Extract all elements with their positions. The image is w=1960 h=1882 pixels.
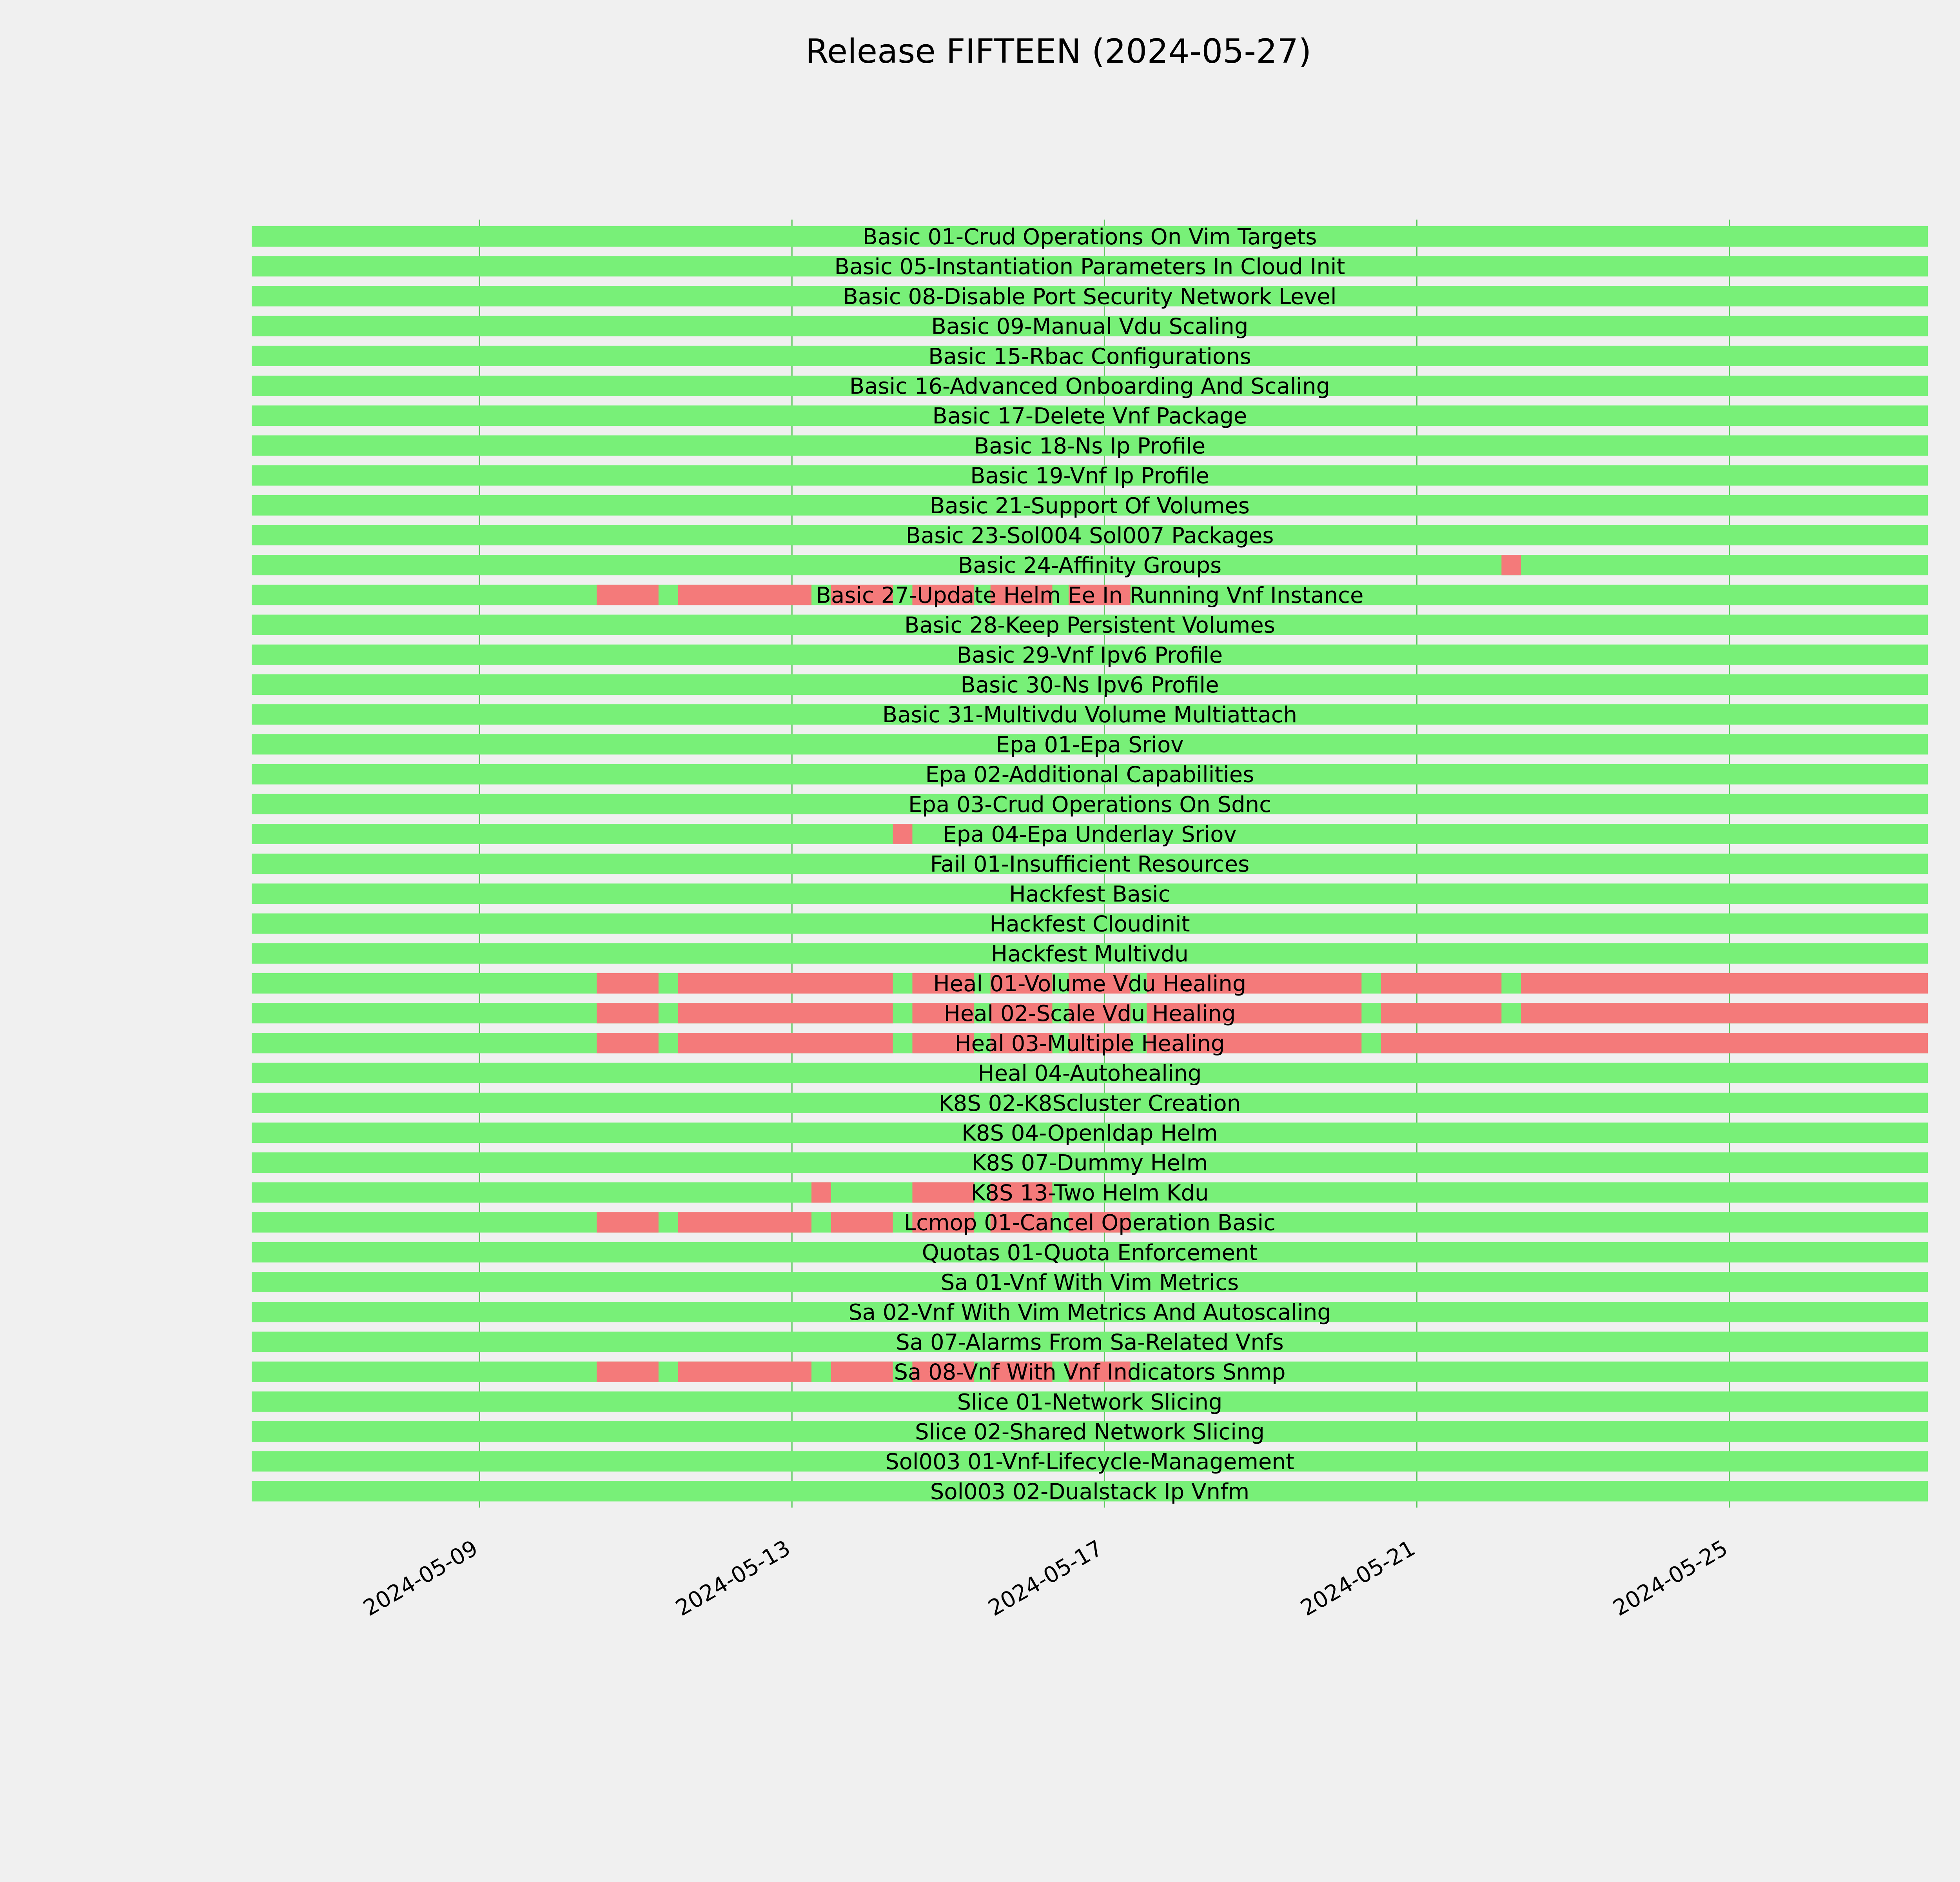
row-label: Slice 02-Shared Network Slicing [915,1419,1265,1445]
x-tick-label: 2024-05-13 [671,1535,795,1621]
row-label: Heal 02-Scale Vdu Healing [944,1001,1236,1027]
row-label: Basic 27-Update Helm Ee In Running Vnf Instance [816,583,1364,609]
chart-title: Release FIFTEEN (2024-05-27) [805,32,1312,71]
fail-segment [831,1212,893,1233]
fail-segment [597,1212,659,1233]
row-label: Hackfest Basic [1009,881,1171,907]
row-label: Basic 21-Support Of Volumes [930,493,1250,519]
x-tick-label: 2024-05-17 [984,1535,1107,1621]
fail-segment [893,824,913,844]
fail-segment [831,1362,893,1382]
row-label: K8S 13-Two Helm Kdu [971,1180,1209,1206]
fail-segment [678,1003,893,1023]
row-label: Heal 04-Autohealing [978,1061,1202,1086]
row-label: Sa 07-Alarms From Sa-Related Vnfs [896,1330,1284,1355]
x-tick-label: 2024-05-21 [1296,1535,1420,1621]
row-label: Basic 08-Disable Port Security Network Level [843,284,1337,310]
row-label: Basic 05-Instantiation Parameters In Cloud Init [834,254,1345,280]
row-label: Sol003 01-Vnf-Lifecycle-Management [885,1449,1294,1475]
row-label: Basic 31-Multivdu Volume Multiattach [882,702,1298,728]
fail-segment [1381,1033,1928,1053]
row-label: Heal 03-Multiple Healing [955,1031,1225,1057]
row-label: Sa 01-Vnf With Vim Metrics [940,1270,1239,1295]
fail-segment [597,1003,659,1023]
row-label: Epa 02-Additional Capabilities [925,762,1254,788]
row-label: Fail 01-Insufficient Resources [930,852,1250,877]
fail-segment [912,1182,974,1203]
fail-segment [811,1182,831,1203]
row-label: Basic 30-Ns Ipv6 Profile [960,672,1219,698]
row-label: Basic 15-Rbac Configurations [928,343,1251,369]
fail-segment [1521,1003,1928,1023]
fail-segment [678,585,811,605]
row-label: Sa 02-Vnf With Vim Metrics And Autoscaling [848,1300,1331,1326]
row-label: Basic 18-Ns Ip Profile [974,433,1206,459]
fail-segment [1501,555,1521,575]
row-label: Slice 01-Network Slicing [957,1389,1223,1415]
row-label: K8S 02-K8Scluster Creation [938,1090,1241,1116]
row-label: Basic 17-Delete Vnf Package [932,403,1247,429]
row-label: Basic 24-Affinity Groups [958,553,1222,579]
row-label: Basic 29-Vnf Ipv6 Profile [956,642,1223,668]
row-label: Epa 01-Epa Sriov [996,732,1184,758]
row-label: Basic 28-Keep Persistent Volumes [904,612,1275,638]
row-label: Basic 23-Sol004 Sol007 Packages [906,523,1274,549]
fail-segment [597,1362,659,1382]
row-label: Heal 01-Volume Vdu Healing [933,971,1247,997]
row-label: Basic 09-Manual Vdu Scaling [931,314,1249,340]
row-label: Sol003 02-Dualstack Ip Vnfm [930,1479,1250,1505]
fail-segment [1381,1003,1501,1023]
row-label: K8S 07-Dummy Helm [971,1150,1208,1176]
row-label: Basic 16-Advanced Onboarding And Scaling [849,374,1330,399]
fail-segment [678,973,893,994]
fail-segment [1381,973,1501,994]
fail-segment [597,1033,659,1053]
fail-segment [678,1212,811,1233]
fail-segment [1521,973,1928,994]
x-tick-label: 2024-05-09 [359,1535,483,1621]
fail-segment [597,973,659,994]
row-label: Basic 01-Crud Operations On Vim Targets [862,224,1317,250]
x-tick-label: 2024-05-25 [1609,1535,1732,1621]
fail-segment [678,1362,811,1382]
row-label: Epa 04-Epa Underlay Sriov [943,822,1237,847]
row-label: Lcmop 01-Cancel Operation Basic [904,1210,1276,1236]
x-axis-ticks [359,1535,1732,1621]
fail-segment [597,585,659,605]
row-label: K8S 04-Openldap Helm [962,1121,1218,1146]
row-label: Hackfest Cloudinit [989,911,1190,937]
fail-segment [678,1033,893,1053]
row-label: Basic 19-Vnf Ip Profile [970,463,1209,489]
row-label: Hackfest Multivdu [991,941,1189,967]
row-label: Epa 03-Crud Operations On Sdnc [908,792,1271,817]
row-label: Sa 08-Vnf With Vnf Indicators Snmp [894,1359,1286,1385]
row-label: Quotas 01-Quota Enforcement [922,1240,1258,1266]
